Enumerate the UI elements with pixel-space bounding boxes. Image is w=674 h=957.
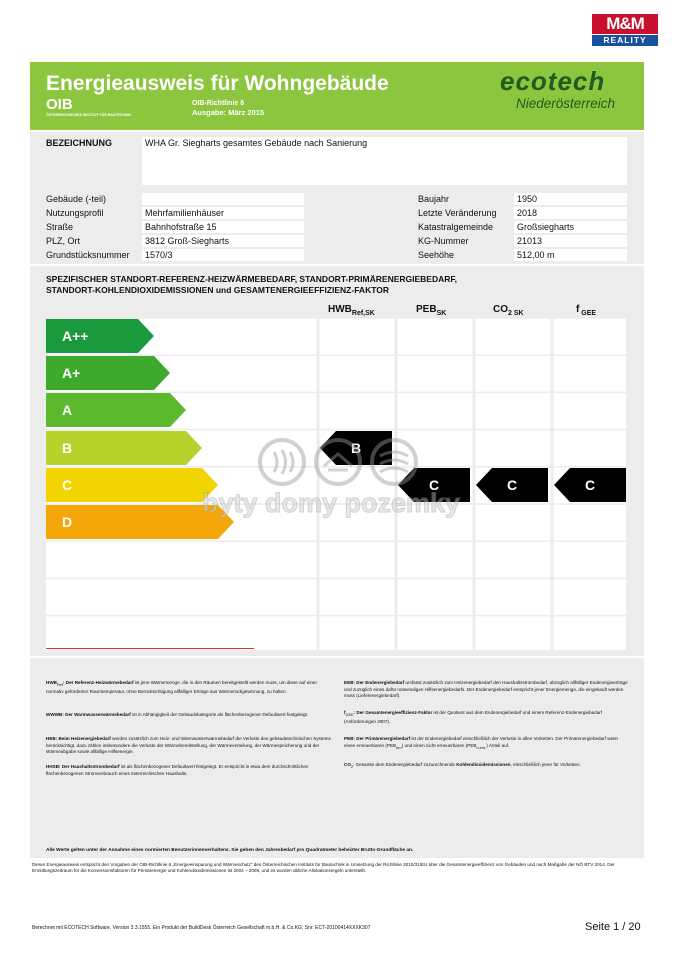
legend-note: Alle Werte gelten unter der Annahme eines normierten Benutzerinnenverhaltens. Sie geben den Jahresbedarf pro Quadratmeter beheizter Brutto-Grundfläche an. [46,848,414,853]
class-arrow-aplus [46,356,170,390]
column-header-fgee [576,304,596,317]
class-arrow-aplusplus [46,319,154,353]
legend-heb-title: HEB: Beim Heizenergiebedarf [46,736,111,741]
chart-title-line1: SPEZIFISCHER STANDORT-REFERENZ-HEIZWÄRMEBEDARF, STANDORT-PRIMÄRENERGIEBEDARF, [46,274,457,284]
page-number: Seite 1 / 20 [585,921,641,933]
legend-heb [46,736,332,756]
legend-fgee-title: : Der Gesamtenergieeffizienz-Faktor [353,710,433,715]
class-arrow-label: A [62,402,73,419]
legend-fgee-sub: GEE [345,712,354,717]
legend-peb-text3: ) Anteil auf. [486,742,510,748]
rating-marker-label: C [506,476,518,493]
class-arrow-a [46,393,186,427]
column-header-hwb-sub: Ref,SK [351,310,375,317]
bezeichnung-label: BEZEICHNUNG [46,138,113,148]
bezeichnung-value: WHA Gr. Siegharts gesamtes Gebäude nach Sanierung [142,137,627,185]
class-arrow-label: B [62,439,73,456]
rating-marker [476,468,548,502]
legend-hwb-sub: Ref [56,682,63,687]
column-header-hwb-main: HWB [328,304,352,315]
legend-fgee-text: ist der Quotient aus dem Endenergiebedarf und einem Referenz-Endenergiebedarf (Anforderungen 2007). [344,710,603,724]
info-left-label: Gebäude (-teil) [46,194,107,204]
legend-peb-title: PEB: Der Primärenergiebedarf [344,736,411,741]
mm-reality-logo [592,14,658,46]
oib-label: OIB [46,96,73,113]
legend-fgee-term: f [344,710,346,715]
legend-box [30,658,644,858]
info-right-value: 512,00 m [514,249,627,261]
legend-peb-text: ist der Endenergiebedarf einschließlich der Verluste in allen Vorketten. Der Primärenergiebedarf weist einen erneuerbaren (PEB [344,736,618,748]
building-info-box [30,132,644,264]
column-header-co2 [493,304,524,317]
legend-wwwb [46,712,332,719]
rating-marker-label: B [350,439,362,456]
legend-co2-bold: Kohlendioxidemissionen [456,762,511,767]
class-arrow-label: A+ [62,365,81,382]
legend-hwb [46,680,332,695]
legend-heb-text: werden zusätzlich zum Heiz- und Warmwasserwärmebedarf die Verluste des gebäudetechnischen Systems berücksichtigt, dazu zählen insbesondere die Verluste der Wärmebereitstellung, der Wärmeverteilung, der Wärmespeicherung und der Wärmeabgabe sowie allfällige Hilfsenergie. [46,736,331,755]
column-header-co2-sub: SK [511,310,524,317]
info-left-label: Nutzungsprofil [46,208,104,218]
legend-co2 [344,762,628,771]
info-right-label: Baujahr [418,194,450,204]
header-band [30,62,644,130]
info-right-value: 1950 [514,193,627,205]
legend-hhsb-title: HHSB: Der Haushaltsstrombedarf [46,764,120,769]
info-left-value: 3812 Groß-Siegharts [142,235,304,247]
legend-hhsb-text: ist als flächenbezogener Defaultwert festgelegt. Er entspricht in etwa dem durchschnittlichen flächenbezogenen Stromverbrauch eines österreichischen Haushalts. [46,764,309,776]
legend-eeb-title: EEB: Der Endenergiebedarf [344,680,405,685]
column-header-peb [416,304,446,317]
ecotech-region: Niederösterreich [516,96,616,111]
legend-peb-nern: n.ern. [476,745,487,750]
info-left-label: Straße [46,222,74,232]
class-arrow-label: C [62,476,73,493]
info-right-label: Letzte Veränderung [418,208,497,218]
chart-bottom-rule [46,648,254,649]
logo-top: M&M [592,14,658,34]
info-right-value: Großsiegharts [514,221,627,233]
column-header-fgee-main: f [576,304,580,315]
richtlinie-label: OIB-Richtlinie 6 [192,100,245,107]
info-left-label: Grundstücksnummer [46,250,130,260]
page-title: Energieausweis für Wohngebäude [46,72,389,95]
column-header-hwb [328,304,375,317]
chart-title [46,274,457,296]
info-right-value: 21013 [514,235,627,247]
legend-eeb-text: umfasst zusätzlich zum Heizenergiebedarf den Haushaltsstrombedarf, abzüglich allfälliger Endenergieerträge und zuzüglich eines dafür notwendigen Hilfsenergiebedarfs. Der Endenergiebedarf entspricht jener Energiemenge, die eingekauft werden muss (Lieferenergiebedarf). [344,680,628,699]
chart-title-line2: STANDORT-KOHLENDIOXIDEMISSIONEN und GESAMTENERGIEEFFIZIENZ-FAKTOR [46,285,389,295]
class-arrow-label: D [62,514,73,530]
legend-wwwb-title: WWWB: Der Warmwasserwärmebedarf [46,712,131,717]
legend-eeb [344,680,628,700]
legend-co2-sub: 2 [350,764,354,769]
legend-fgee [344,710,628,725]
class-arrow-b [46,431,202,465]
legend-peb-text2: ) und einen nicht erneuerbaren (PEB [401,742,477,748]
rating-marker-label: C [584,476,596,493]
legend-hwb-text: ist jene Wärmemenge, die in den Räumen bereitgestellt werden muss, um diese auf einer normativ geforderten Raumtemperatur, ohne Berücksichtigung allfälliger Erträge aus Wärmerückgewinnung, zu halten. [46,680,318,694]
watermark-icon [200,430,480,490]
info-left-label: PLZ, Ort [46,236,81,246]
info-right-label: Seehöhe [418,250,455,260]
column-header-co2-num: 2 [508,310,512,317]
column-header-co2-main: CO [493,304,508,315]
class-arrow-label: A++ [62,328,89,344]
watermark [200,430,480,530]
disclaimer: Dieser Energieausweis entspricht den Vorgaben der OIB-Richtlinie 6 „Energieeinsparung und Wärmeschutz" des Österreichischen Instituts für Bautechnik in Umsetzung der Richtlinie 2010/31/EU über die Gesamtenergieeffizienz von Gebäuden und nach Maßgabe der NÖ BTV 2014. Der Ermittlungszeitraum für die Konversionsfaktoren für Primärenergie und Kohlendioxidemissionen ist 2004 – 2008, und es wurden übliche Allokationsregeln unterstellt. [32,862,615,874]
legend-peb [344,736,628,751]
class-arrow-c [46,468,218,502]
column-header-peb-main: PEB [416,304,437,315]
info-left-value: Bahnhofstraße 15 [142,221,304,233]
rating-marker [554,468,626,502]
legend-peb-ern: ern [396,745,402,750]
info-right-label: KG-Nummer [418,236,469,246]
info-left-value [142,193,304,205]
legend-co2-term: CO [344,762,351,767]
rating-marker-label: C [428,476,440,493]
watermark-text: byty domy pozemky [202,488,461,518]
ausgabe-label: Ausgabe: März 2015 [192,108,265,117]
info-right-label: Katastralgemeinde [418,222,494,232]
info-left-value: 1570/3 [142,249,304,261]
footer-software: Berechnet mit ECOTECH Software, Version 3.3.1555. Ein Produkt der BuildDesk Österreich Gesellschaft m.b.H. & Co.KG; Snr: ECT-20100414XXXK307 [32,925,371,931]
column-header-peb-sub: SK [436,310,447,317]
legend-hwb-term: HWB [46,680,57,685]
logo-bottom: REALITY [592,35,658,46]
legend-wwwb-text: ist in Abhängigkeit der Gebäudekategorie als flächenbezogener Defaultwert festgelegt. [130,712,309,717]
info-right-value: 2018 [514,207,627,219]
column-header-fgee-sub: GEE [579,310,597,317]
legend-hwb-title: : Der Referenz-Heizwärmebedarf [62,680,134,685]
legend-hhsb [46,764,332,777]
ecotech-logo: ecotech [500,66,606,96]
oib-subtitle: ÖSTERREICHISCHES INSTITUT FÜR BAUTECHNIK [46,113,131,117]
legend-co2-text2: , einschließlich jener für Vorketten. [510,762,581,767]
info-left-value: Mehrfamilienhäuser [142,207,304,219]
legend-co2-text: : Gesamte dem Endenergiebedarf zuzurechnende [353,762,457,767]
